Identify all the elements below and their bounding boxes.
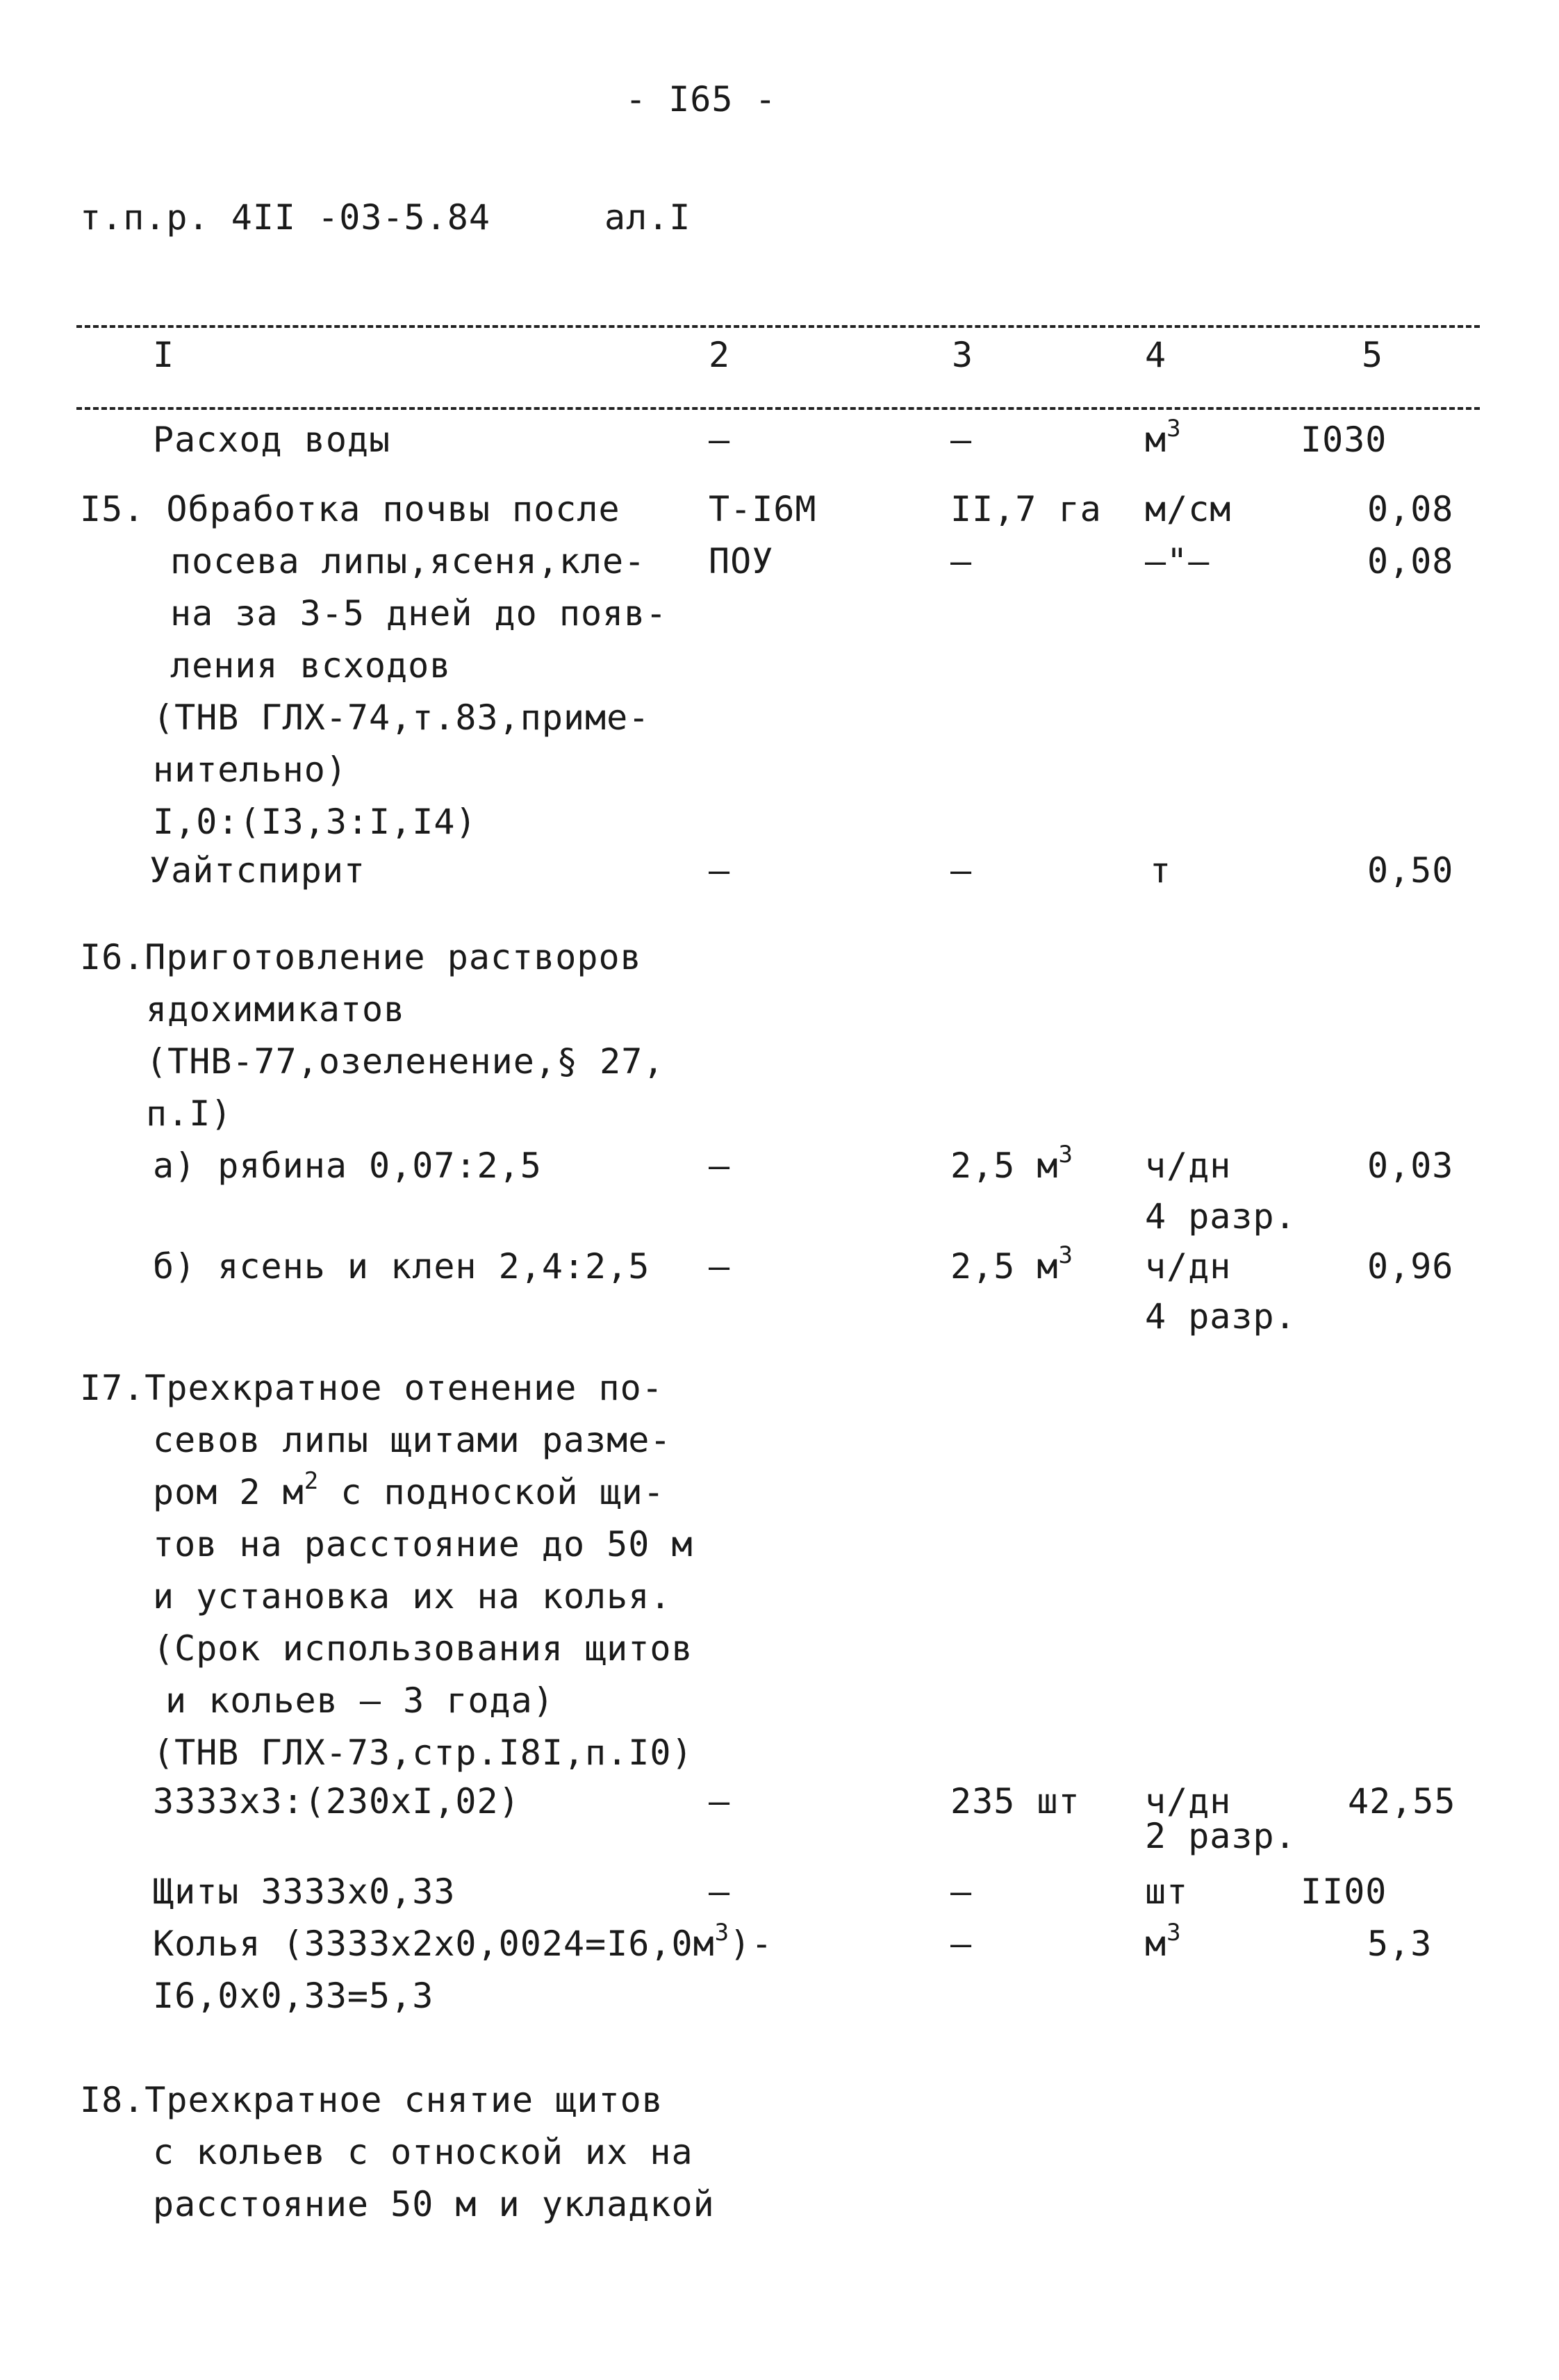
album-number: ал.I xyxy=(604,197,691,238)
row-16b-name: б) ясень и клен 2,4:2,5 xyxy=(153,1246,650,1287)
document-code: т.п.р. 4II -03-5.84 xyxy=(80,197,490,238)
row-17-line-1: I7.Трехкратное отенение по- xyxy=(80,1368,663,1408)
row-17-line-5: и установка их на колья. xyxy=(153,1576,672,1617)
row-15-line-5: (ТНВ ГЛХ-74,т.83,приме- xyxy=(153,697,650,738)
table-top-rule xyxy=(76,325,1480,328)
row-18-line-1: I8.Трехкратное снятие щитов xyxy=(80,2080,663,2120)
row-16b-volume: 2,5 $м^3$ xyxy=(950,1241,1073,1287)
row-16b-value: 0,96 xyxy=(1367,1246,1454,1287)
row-whitespirit-name: Уайтспирит xyxy=(149,850,366,891)
column-header-3: 3 xyxy=(952,335,974,375)
row-17-line-7: и кольев – 3 года) xyxy=(165,1680,554,1721)
row-15-line-3: на за 3-5 дней до появ- xyxy=(170,593,668,634)
row-17-line-6: (Срок использования щитов xyxy=(153,1628,693,1669)
row-16a-unit: ч/дн xyxy=(1145,1146,1232,1186)
row-18-line-3: расстояние 50 м и укладкой xyxy=(153,2184,715,2224)
column-header-5: 5 xyxy=(1362,335,1384,375)
row-water-unit: $м^3$ xyxy=(1145,415,1182,460)
row-shields-machine: – xyxy=(709,1871,731,1912)
row-whitespirit-volume: – xyxy=(950,850,973,891)
row-16-line-4: п.I) xyxy=(146,1093,233,1134)
column-header-1: I xyxy=(153,335,175,375)
row-17-calc: 3333х3:(230хI,02) xyxy=(153,1781,520,1821)
row-15-volume-a: II,7 га xyxy=(950,489,1102,529)
row-shields-name: Щиты 3333х0,33 xyxy=(153,1871,456,1912)
row-15-machine-a: Т-I6М xyxy=(709,489,817,529)
row-16a-name: а) рябина 0,07:2,5 xyxy=(153,1146,542,1186)
row-17-value: 42,55 xyxy=(1348,1781,1456,1821)
table-header-rule xyxy=(76,407,1480,410)
row-15-line-4: ления всходов xyxy=(170,645,452,686)
row-16a-value: 0,03 xyxy=(1367,1146,1454,1186)
row-15-value-a: 0,08 xyxy=(1367,489,1454,529)
row-16b-grade: 4 разр. xyxy=(1145,1296,1296,1337)
row-15-line-7: I,0:(I3,3:I,I4) xyxy=(153,802,477,842)
row-18-line-2: с кольев с отноской их на xyxy=(153,2132,693,2172)
row-water-volume: – xyxy=(950,420,973,460)
row-15-unit-a: м/см xyxy=(1145,489,1232,529)
row-whitespirit-machine: – xyxy=(709,850,731,891)
row-16b-machine: – xyxy=(709,1246,731,1287)
row-17-grade: 2 разр. xyxy=(1145,1816,1296,1856)
row-16-line-3: (ТНВ-77,озеленение,§ 27, xyxy=(146,1041,665,1082)
row-17-line-4: тов на расстояние до 50 м xyxy=(153,1524,693,1564)
row-16b-unit: ч/дн xyxy=(1145,1246,1232,1287)
row-stakes-volume: – xyxy=(950,1924,973,1964)
row-stakes-value: 5,3 xyxy=(1367,1924,1433,1964)
row-whitespirit-unit: т xyxy=(1150,850,1172,891)
row-15-volume-b: – xyxy=(950,541,973,581)
column-header-2: 2 xyxy=(709,335,731,375)
row-16a-grade: 4 разр. xyxy=(1145,1196,1296,1237)
row-17-line-8: (ТНВ ГЛХ-73,стр.I8I,п.I0) xyxy=(153,1733,693,1773)
row-17-line-2: севов липы щитами разме- xyxy=(153,1420,672,1460)
row-15-line-2: посева липы,ясеня,кле- xyxy=(170,541,646,581)
row-shields-value: II00 xyxy=(1301,1871,1387,1912)
row-stakes-line-2: I6,0х0,33=5,3 xyxy=(153,1976,434,2016)
column-header-4: 4 xyxy=(1145,335,1167,375)
row-16a-machine: – xyxy=(709,1146,731,1186)
row-shields-volume: – xyxy=(950,1871,973,1912)
row-17-unit: ч/дн xyxy=(1145,1781,1232,1821)
row-16-line-2: ядохимикатов xyxy=(146,989,406,1030)
row-16-line-1: I6.Приготовление растворов xyxy=(80,937,642,977)
row-whitespirit-value: 0,50 xyxy=(1367,850,1454,891)
row-15-unit-b: –"– xyxy=(1145,541,1210,581)
row-16a-volume: 2,5 $м^3$ xyxy=(950,1141,1073,1186)
row-15-line-1: I5. Обработка почвы после xyxy=(80,489,620,529)
row-15-machine-b: ПОУ xyxy=(709,541,774,581)
row-water-machine: – xyxy=(709,420,731,460)
row-15-line-6: нительно) xyxy=(153,750,347,790)
row-stakes-line-1: Колья $(3333х2х0,0024=I6,0м^3)-$ xyxy=(153,1919,773,1964)
page-number: - I65 - xyxy=(625,79,777,119)
row-stakes-unit: $м^3$ xyxy=(1145,1919,1182,1964)
row-17-machine: – xyxy=(709,1781,731,1821)
row-water-name: Расход воды xyxy=(153,420,391,460)
row-15-value-b: 0,08 xyxy=(1367,541,1454,581)
row-water-value: I030 xyxy=(1301,420,1387,460)
row-17-volume: 235 шт xyxy=(950,1781,1080,1821)
row-17-line-3: ром 2 $м^2$ с подноской щи- xyxy=(153,1467,665,1512)
row-shields-unit: шт xyxy=(1145,1871,1189,1912)
